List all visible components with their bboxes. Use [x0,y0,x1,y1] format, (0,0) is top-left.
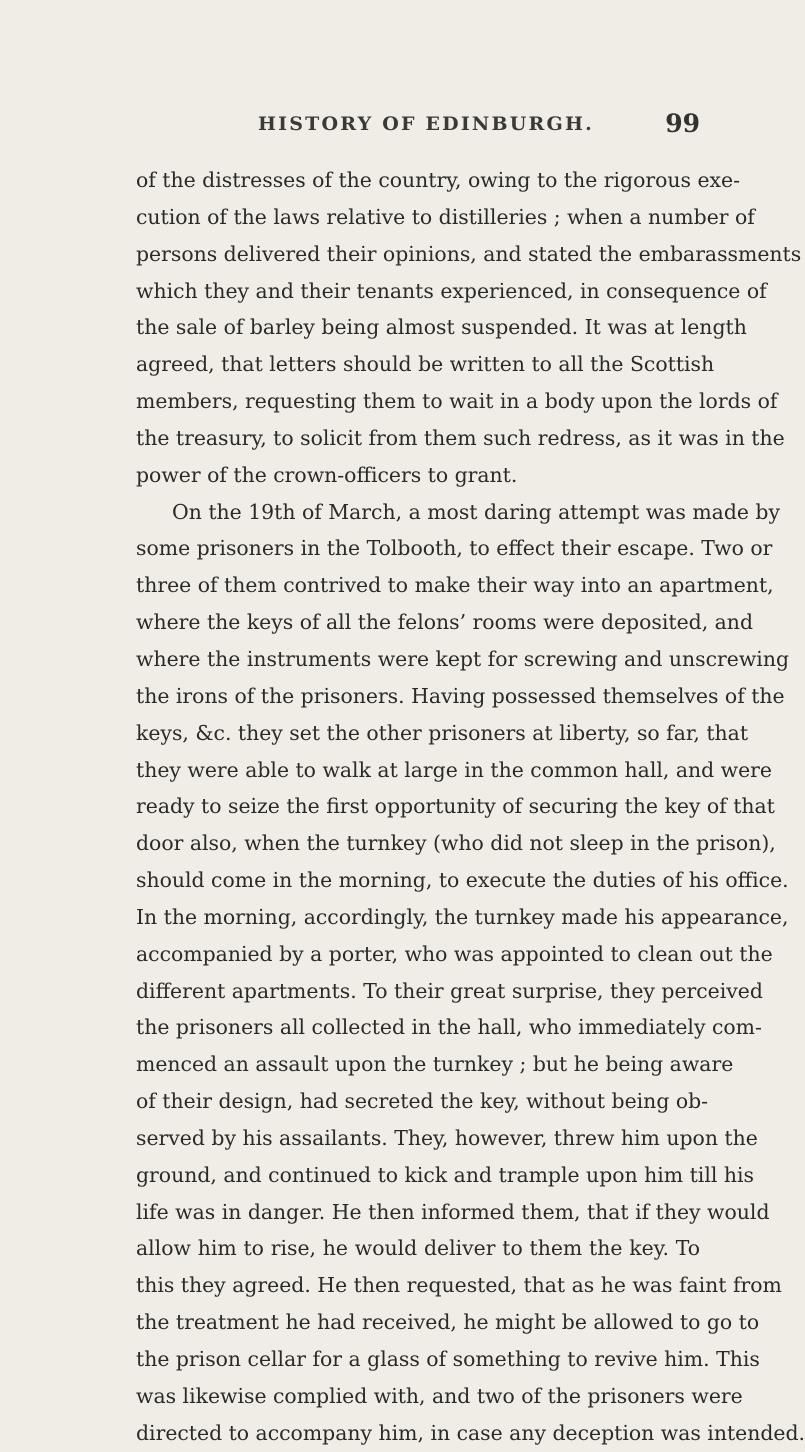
body-text [136,162,805,1452]
text-line: should come in the morning, to execute the duties of his office. [136,868,789,893]
text-line: menced an assault upon the turnkey ; but he being aware [136,1052,734,1077]
page-number: 99 [665,109,700,138]
text-line: they were able to walk at large in the common hall, and were [136,757,772,782]
text-line: three of them contrived to make their way into an apartment, [136,573,774,598]
text-line: was likewise complied with, and two of the prisoners were [136,1383,743,1408]
text-line: ground, and continued to kick and trample upon him till his [136,1162,754,1187]
text-line: the prisoners all collected in the hall, who immediately com- [136,1015,762,1040]
text-line: different apartments. To their great surprise, they perceived [136,978,763,1003]
text-line: accompanied by a porter, who was appointed to clean out the [136,941,773,966]
text-line: the sale of barley being almost suspended. It was at length [136,315,747,340]
text-line: door also, when the turnkey (who did not sleep in the prison), [136,831,776,856]
text-line: the treasury, to solicit from them such redress, as it was in the [136,425,785,450]
paragraph-end-line: directed to accompany him, in case any deception was intended. [136,1420,805,1445]
running-title: HISTORY OF EDINBURGH. [258,113,594,135]
text-line: the prison cellar for a glass of something to revive him. This [136,1347,760,1371]
text-line: the irons of the prisoners. Having possessed themselves of the [136,683,785,708]
text-line: persons delivered their opinions, and stated the embarassments [136,241,802,266]
text-line: In the morning, accordingly, the turnkey made his appearance, [136,904,789,929]
text-line: this they agreed. He then requested, that as he was faint from [136,1273,782,1298]
running-head [258,109,700,147]
paragraph-first-line: On the 19th of March, a most daring attempt was made by [172,499,780,524]
text-line: allow him to rise, he would deliver to them the key. To [136,1236,700,1261]
text-line: served by his assailants. They, however, threw him upon the [136,1125,758,1150]
text-line: of the distresses of the country, owing to the rigorous exe- [136,168,740,192]
text-line: of their design, had secreted the key, without being ob- [136,1089,709,1114]
text-line: where the instruments were kept for screwing and unscrewing [136,646,789,671]
text-line: some prisoners in the Tolbooth, to effect their escape. Two or [136,536,773,561]
text-line: cution of the laws relative to distilleries ; when a number of [136,204,755,229]
text-line: ready to seize the first opportunity of securing the key of that [136,794,775,819]
text-line: where the keys of all the felons’ rooms were deposited, and [136,610,753,635]
text-line: keys, &c. they set the other prisoners at liberty, so far, that [136,720,749,745]
paragraph-end-line: power of the crown-officers to grant. [136,462,518,487]
text-line: which they and their tenants experienced, in consequence of [136,278,767,303]
text-line: members, requesting them to wait in a body upon the lords of [136,389,778,414]
text-line: the treatment he had received, he might be allowed to go to [136,1310,760,1335]
text-line: agreed, that letters should be written to all the Scottish [136,352,715,377]
text-line: life was in danger. He then informed them, that if they would [136,1199,770,1224]
